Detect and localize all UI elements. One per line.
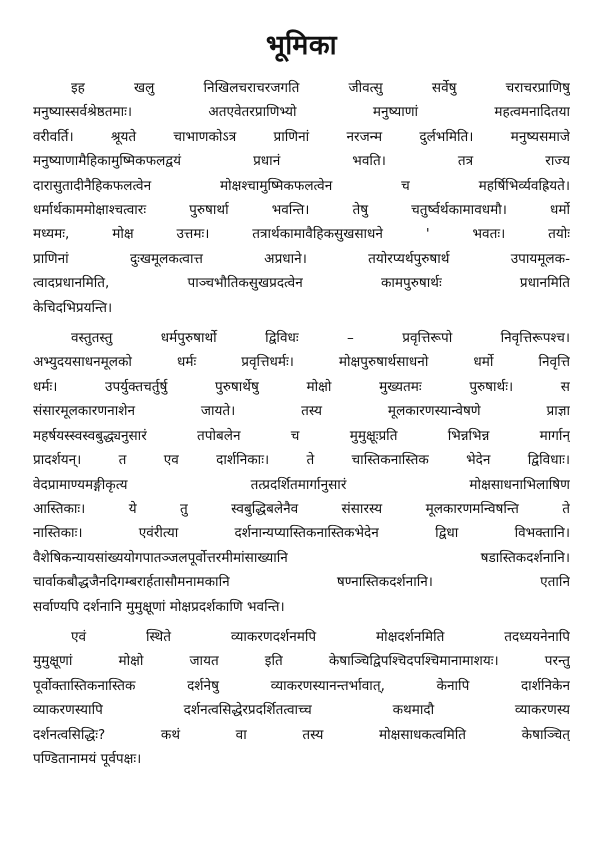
paragraph-line: नास्तिकाः। एवंरीत्या दर्शनान्यप्यास्तिकनास्तिकभेदेन द्विधा विभक्तानि। [33, 525, 570, 542]
paragraph-line: व्याकरणस्यापि दर्शनत्वसिद्धेरप्रदर्शितत्वाच्च कथमादौ व्याकरणस्य [33, 702, 570, 719]
paragraph-line: मनुष्यास्सर्वश्रेष्ठतमाः। अतएवेतरप्राणिभ्यो मनुष्याणां महत्वमनादितया [33, 104, 570, 121]
paragraph-line: त्वादप्रधानमिति, पाञ्चभौतिकसुखप्रदत्वेन कामपुरुषार्थः प्रधानमिति [33, 275, 570, 292]
paragraph-line: पण्डितानामयं पूर्वपक्षः। [33, 750, 142, 767]
paragraph-line: चार्वाकबौद्धजैनदिगम्बरार्हतासौमनामकानि षण्नास्तिकदर्शनानि। एतानि [33, 574, 570, 591]
paragraph-line: वस्तुतस्तु धर्मपुरुषार्थो द्विविधः – प्रवृत्तिरूपो निवृत्तिरूपश्च। [71, 330, 570, 347]
paragraph-line: वरीवर्ति। श्रूयते चाभाणकोऽत्र प्राणिनां नरजन्म दुर्लभमिति। मनुष्यसमाजे [33, 128, 570, 145]
paragraph-line: केचिदभिप्रयन्ति। [33, 299, 113, 316]
paragraph-line: धर्मः। उपर्युक्तचर्तुर्षु पुरुषार्थेषु मोक्षो मुख्यतमः पुरुषार्थः। स [33, 378, 570, 395]
paragraph-line: इह खलु निखिलचराचरजगति जीवत्सु सर्वेषु चराचरप्राणिषु [71, 80, 570, 96]
paragraph-line: मनुष्याणामैहिकामुष्मिकफलद्वयं प्रधानं भवति। तत्र राज्य [33, 153, 570, 170]
paragraph-line: वैशेषिकन्यायसांख्ययोगपातञ्जलपूर्वोत्तरमीमांसाख्यानि षडास्तिकदर्शनानि। [33, 549, 570, 566]
paragraph-line: मुमुक्षूणां मोक्षो जायत इति केषाञ्चिद्विपश्चिदपश्चिमानामाशयः। परन्तु [33, 653, 570, 670]
paragraph-1 [33, 76, 570, 320]
paragraph-line: मध्यमः, मोक्ष उत्तमः। तत्रार्थकामावैहिकसुखसाधने ' भवतः। तयोः [33, 226, 570, 243]
paragraph-line: एवं स्थिते व्याकरणदर्शनमपि मोक्षदर्शनमिति तदध्ययनेनापि [71, 628, 570, 645]
paragraph-line: प्रादर्शयन्। त एव दार्शनिकाः। ते चास्तिकनास्तिक भेदेन द्विविधाः। [33, 452, 570, 469]
paragraph-line: आस्तिकाः। ये तु स्वबुद्धिबलेनैव संसारस्य मूलकारणमन्विषन्ति ते [33, 500, 570, 517]
paragraph-line: संसारमूलकारणनाशेन जायते। तस्य मूलकारणस्यान्वेषणे प्राज्ञा [33, 403, 570, 420]
paragraph-line: प्राणिनां दुःखमूलकत्वात्त अप्रधाने। तयोरप्यर्थपुरुषार्थ उपायमूलक- [33, 250, 570, 267]
paragraph-3 [33, 625, 570, 771]
paragraph-line: दारासुतादीनैहिकफलत्वेन मोक्षश्चामुष्मिकफलत्वेन च महर्षिभिर्व्यवह्रियते। [33, 177, 570, 194]
paragraph-line: अभ्युदयसाधनमूलको धर्मः प्रवृत्तिधर्मः। मोक्षपुरुषार्थसाधनो धर्मो निवृत्ति [33, 354, 570, 371]
paragraph-line: वेदप्रामाण्यमङ्गीकृत्य तत्प्रदर्शितमार्गानुसारं मोक्षसाधनाभिलाषिण [33, 476, 570, 493]
paragraph-line: महर्षयस्स्वस्वबुद्ध्यनुसारं तपोबलेन च मुमुक्षूःप्रति भिन्नभिन्न मार्गान् [33, 427, 570, 444]
paragraph-line: सर्वाण्यपि दर्शनानि मुमुक्षूणां मोक्षप्रदर्शकाणि भवन्ति। [33, 598, 285, 615]
paragraph-2 [33, 326, 570, 619]
paragraph-line: धर्मार्थकाममोक्षाश्चत्वारः पुरुषार्था भवन्ति। तेषु चतुर्ष्वर्थकामावधमौ। धर्मो [33, 202, 570, 219]
paragraph-line: दर्शनत्वसिद्धिः? कथं वा तस्य मोक्षसाधकत्वमिति केषाञ्चित् [33, 726, 570, 743]
document-title: भूमिका [265, 30, 338, 61]
paragraph-line: पूर्वोक्तास्तिकनास्तिक दर्शनेषु व्याकरणस्यानन्तर्भावात्, केनापि दार्शनिकेन [33, 677, 570, 694]
